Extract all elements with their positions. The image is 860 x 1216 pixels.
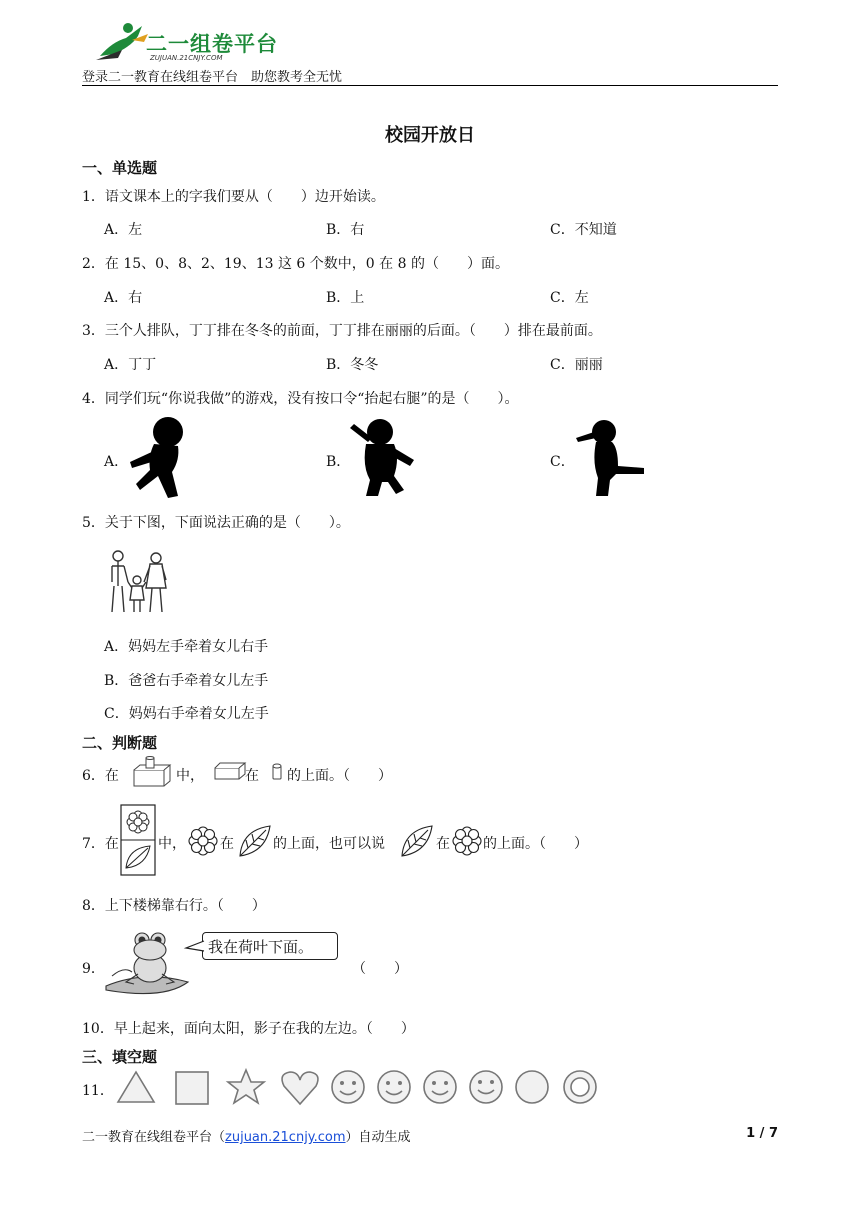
q1-option-a[interactable]: A．左 (104, 222, 143, 238)
question-5: 5．关于下图，下面说法正确的是（ ）。 (82, 515, 350, 531)
square-shape (176, 1072, 208, 1104)
q11-number: 11． (82, 1083, 114, 1099)
star-shape (228, 1070, 264, 1103)
speech-bubble-text: 我在荷叶下面。 (208, 938, 314, 956)
q3-option-c[interactable]: C．丽丽 (550, 357, 603, 373)
q7-part-1: 7．在 (82, 836, 119, 852)
logo-wordmark: 二一组卷平台 (146, 32, 278, 56)
section-heading-true-false: 二、判断题 (82, 734, 158, 752)
footer-prefix: 二一教育在线组卷平台（ (82, 1130, 226, 1145)
page-number: 1 / 7 (746, 1126, 778, 1141)
q5-option-c[interactable]: C．妈妈右手牵着女儿左手 (104, 706, 269, 722)
question-10: 10．早上起来，面向太阳，影子在我的左边。（ ） (82, 1021, 415, 1037)
frog-on-lotus-leaf-image (104, 926, 190, 1000)
footer-suffix: ）自动生成 (345, 1130, 411, 1145)
question-2: 2．在 15、0、8、2、19、13 这 6 个数中，0 在 8 的（ ）面。 (82, 256, 509, 272)
q5-option-b[interactable]: B．爸爸右手牵着女儿左手 (104, 673, 269, 689)
q7-part-4: 的上面，也可以说 (273, 836, 385, 852)
question-3: 3．三个人排队，丁丁排在冬冬的前面，丁丁排在丽丽的后面。（ ）排在最前面。 (82, 323, 602, 339)
footer-site-link[interactable]: zujuan.21cnjy.com (225, 1130, 346, 1145)
q5-option-a[interactable]: A．妈妈左手牵着女儿右手 (104, 639, 269, 655)
smiley-face-shape (378, 1071, 410, 1103)
q9-answer-paren: （ ） (352, 961, 408, 977)
logo-icon (92, 20, 152, 64)
q3-option-a[interactable]: A．丁丁 (104, 357, 157, 373)
footer-generator-note (82, 1126, 411, 1145)
kid-silhouette-c-image (576, 418, 648, 498)
smiley-face-shape (470, 1071, 502, 1103)
question-1: 1．语文课本上的字我们要从（ ）边开始读。 (82, 189, 385, 205)
q3-option-b[interactable]: B．冬冬 (326, 357, 379, 373)
shape-sequence-image (112, 1066, 604, 1108)
header-tagline: 登录二一教育在线组卷平台 助您教考全无忧 (82, 70, 343, 85)
leaf-icon (238, 824, 272, 858)
q2-option-a[interactable]: A．右 (104, 290, 143, 306)
triangle-shape (118, 1072, 154, 1102)
question-4: 4．同学们玩“你说我做”的游戏，没有按口令“抬起右腿”的是（ ）。 (82, 391, 519, 407)
logo-subtitle: ZUJUAN.21CNJY.COM (150, 54, 223, 62)
q6-part-1: 6．在 (82, 768, 119, 784)
kid-silhouette-a-image (128, 416, 190, 500)
flower-icon (452, 826, 482, 856)
section-heading-single-choice: 一、单选题 (82, 159, 158, 177)
q1-option-b[interactable]: B．右 (326, 222, 365, 238)
q9-number: 9． (82, 961, 105, 977)
q7-part-5: 在 (436, 836, 450, 852)
q1-option-c[interactable]: C．不知道 (550, 222, 617, 238)
q6-part-3: 在 (245, 768, 259, 784)
family-holding-hands-image (104, 548, 170, 616)
stacked-blocks-image (132, 754, 172, 788)
question-8: 8．上下楼梯靠右行。（ ） (82, 898, 266, 914)
cuboid-image (214, 762, 246, 780)
q7-part-2: 中， (158, 836, 186, 852)
flower-leaf-card-image (120, 804, 156, 876)
q2-option-b[interactable]: B．上 (326, 290, 365, 306)
q2-option-c[interactable]: C．左 (550, 290, 589, 306)
section-heading-fill-in: 三、填空题 (82, 1048, 158, 1066)
heart-shape (282, 1072, 318, 1104)
q4-option-a[interactable]: A． (104, 454, 129, 470)
kid-silhouette-b-image (350, 418, 416, 498)
leaf-icon (400, 824, 434, 858)
page-title: 校园开放日 (385, 125, 475, 146)
q6-part-4: 的上面。（ ） (287, 768, 392, 784)
cylinder-image (272, 763, 282, 781)
smiley-face-shape (332, 1071, 364, 1103)
flower-icon (188, 826, 218, 856)
q7-part-3: 在 (220, 836, 234, 852)
q4-option-c[interactable]: C． (550, 454, 575, 470)
q7-part-6: 的上面。（ ） (483, 836, 588, 852)
q6-part-2: 中， (176, 768, 204, 784)
smiley-face-shape (424, 1071, 456, 1103)
header-divider (82, 85, 778, 86)
q4-option-b[interactable]: B． (326, 454, 351, 470)
speech-bubble-tail (186, 940, 204, 952)
circle-shape (516, 1071, 548, 1103)
